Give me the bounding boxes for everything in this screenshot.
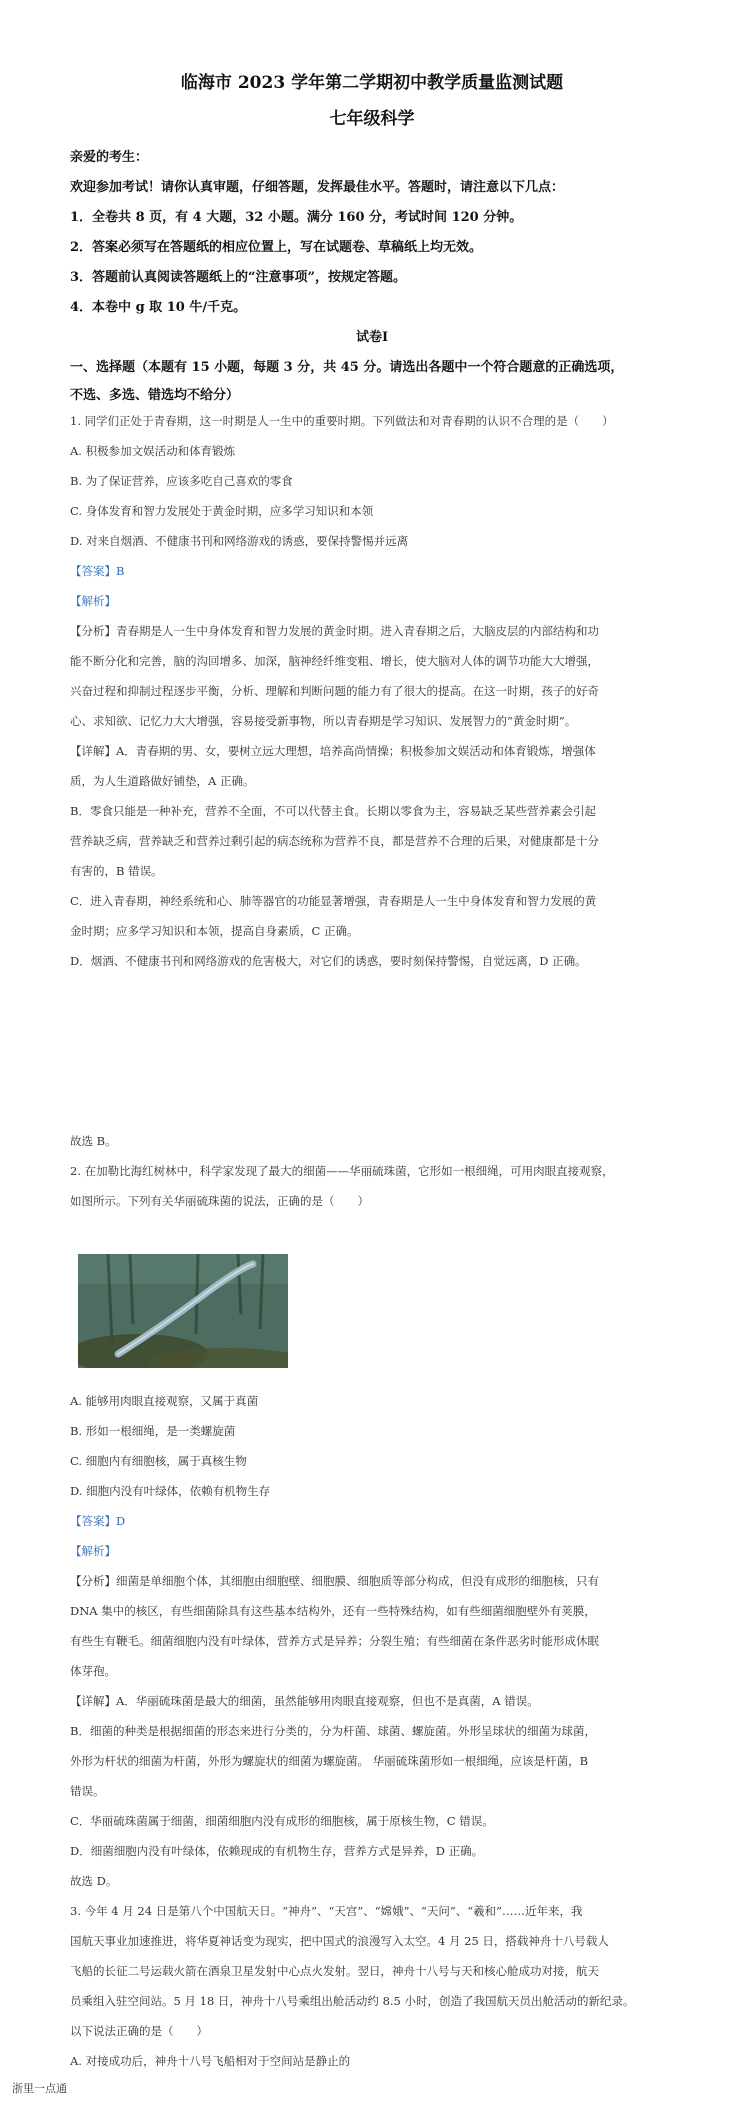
footer-source: 浙里一点通 [12, 2082, 67, 2095]
q1-option-d: D. 对来自烟酒、不健康书刊和网络游戏的诱惑，要保持警惕并远离 [70, 534, 409, 548]
q3-stem-line: 员乘组入驻空间站。5 月 18 日，神舟十八号乘组出舱活动约 8.5 小时，创造了我国航天员出舱活动的新纪录。 [70, 1994, 635, 2008]
q1-stem: 1. 同学们正处于青春期，这一时期是人一生中的重要时期。下列做法和对青春期的认识不合理的是（ ） [70, 414, 614, 428]
q2-analysis-line: DNA 集中的核区，有些细菌除具有这些基本结构外，还有一些特殊结构，如有些细菌细胞壁外有荚膜， [70, 1604, 596, 1618]
notice-item: 1．全卷共 8 页，有 4 大题，32 小题。满分 160 分，考试时间 120 分钟。 [70, 210, 523, 225]
q3-option-a: A. 对接成功后，神舟十八号飞船相对于空间站是静止的 [70, 2054, 351, 2068]
q2-answer: 【答案】D [70, 1514, 126, 1528]
notice-intro: 欢迎参加考试！请你认真审题，仔细答题，发挥最佳水平。答题时，请注意以下几点： [70, 180, 565, 195]
notice-item: 4．本卷中 g 取 10 牛/千克。 [70, 300, 247, 315]
q2-option-a: A. 能够用肉眼直接观察，又属于真菌 [70, 1394, 259, 1408]
q3-stem-line: 以下说法正确的是（ ） [70, 2024, 208, 2038]
q1-analysis-line: 兴奋过程和抑制过程逐步平衡，分析、理解和判断问题的能力有了很大的提高。在这一时期，孩子的好奇 [70, 684, 599, 698]
q1-option-a: A. 积极参加文娱活动和体育锻炼 [70, 444, 236, 458]
q1-analysis-line: 营养缺乏病，营养缺乏和营养过剩引起的病态统称为营养不良，都是营养不合理的后果，对健康都是十分 [70, 834, 599, 848]
notice-item: 3．答题前认真阅读答题纸上的“注意事项”，按规定答题。 [70, 270, 407, 285]
q3-stem-line: 国航天事业加速推进，将华夏神话变为现实，把中国式的浪漫写入太空。4 月 25 日，搭载神舟十八号载人 [70, 1934, 609, 1948]
exam-subtitle: 七年级科学 [329, 109, 415, 129]
q1-analysis-line: 有害的，B 错误。 [70, 864, 163, 878]
q2-analysis-line: 有些生有鞭毛。细菌细胞内没有叶绿体，营养方式是异养；分裂生殖；有些细菌在条件恶劣时能形成休眠 [70, 1634, 599, 1648]
q3-stem-line: 飞船的长征二号运载火箭在酒泉卫星发射中心点火发射。翌日，神舟十八号与天和核心舱成功对接，航天 [70, 1964, 599, 1978]
q2-stem: 2. 在加勒比海红树林中，科学家发现了最大的细菌——华丽硫珠菌，它形如一根细绳，可用肉眼直接观察， [70, 1164, 614, 1178]
q1-analysis-line: 金时期；应多学习知识和本领，提高自身素质，C 正确。 [70, 924, 359, 938]
q2-analysis-line: B．细菌的种类是根据细菌的形态来进行分类的，分为杆菌、球菌、螺旋菌。外形呈球状的细菌为球菌， [70, 1724, 596, 1738]
q2-analysis-label: 【解析】 [70, 1544, 116, 1558]
exam-title: 临海市 2023 学年第二学期初中教学质量监测试题 [180, 73, 564, 93]
q1-analysis-line: C．进入青春期，神经系统和心、肺等器官的功能显著增强，青春期是人一生中身体发育和智力发展的黄 [70, 894, 597, 908]
notice-greeting: 亲爱的考生： [70, 150, 149, 165]
q2-option-c: C. 细胞内有细胞核，属于真核生物 [70, 1454, 247, 1468]
q1-option-c: C. 身体发育和智力发展处于黄金时期，应多学习知识和本领 [70, 504, 374, 518]
q1-analysis-line: D．烟酒、不健康书刊和网络游戏的危害极大，对它们的诱惑，要时刻保持警惕，自觉远离，D 正确。 [70, 954, 587, 968]
q2-analysis-line: C．华丽硫珠菌属于细菌，细菌细胞内没有成形的细胞核，属于原核生物，C 错误。 [70, 1814, 494, 1828]
q1-analysis-line: 【分析】青春期是人一生中身体发育和智力发展的黄金时期。进入青春期之后，大脑皮层的内部结构和功 [70, 624, 599, 638]
section-heading-cont: 不选、多选、错选均不给分） [70, 388, 240, 403]
q2-option-b: B. 形如一根细绳，是一类螺旋菌 [70, 1424, 236, 1438]
q1-conclusion: 故选 B。 [70, 1134, 117, 1148]
q2-analysis-line: 错误。 [70, 1784, 105, 1798]
q2-analysis-line: D．细菌细胞内没有叶绿体，依赖现成的有机物生存，营养方式是异养，D 正确。 [70, 1844, 484, 1858]
q1-analysis-line: 质，为人生道路做好铺垫，A 正确。 [70, 774, 255, 788]
q2-conclusion: 故选 D。 [70, 1874, 118, 1888]
q2-analysis-line: 【分析】细菌是单细胞个体，其细胞由细胞壁、细胞膜、细胞质等部分构成，但没有成形的细胞核，只有 [70, 1574, 599, 1588]
section-heading: 一、选择题（本题有 15 小题，每题 3 分，共 45 分。请选出各题中一个符合题意的正确选项， [70, 360, 624, 375]
q1-analysis-line: 【详解】A．青春期的男、女，要树立远大理想，培养高尚情操；积极参加文娱活动和体育锻炼，增强体 [70, 744, 596, 758]
q1-analysis-label: 【解析】 [70, 594, 116, 608]
q2-stem-cont: 如图所示。下列有关华丽硫珠菌的说法，正确的是（ ） [70, 1194, 369, 1208]
q1-answer: 【答案】B [70, 564, 125, 578]
bacterium-photo [78, 1254, 288, 1368]
q1-analysis-line: 能不断分化和完善，脑的沟回增多、加深，脑神经纤维变粗、增长，使大脑对人体的调节功能大大增强， [70, 654, 599, 668]
notice-item: 2．答案必须写在答题纸的相应位置上，写在试题卷、草稿纸上均无效。 [70, 240, 483, 255]
q3-stem-line: 3. 今年 4 月 24 日是第八个中国航天日。“神舟”、“天宫”、“嫦娥”、“天问”、“羲和”……近年来，我 [70, 1904, 583, 1918]
q2-analysis-line: 外形为杆状的细菌为杆菌，外形为螺旋状的细菌为螺旋菌。 华丽硫珠菌形如一根细绳，应该是杆菌，B [70, 1754, 589, 1768]
q2-option-d: D. 细胞内没有叶绿体，依赖有机物生存 [70, 1484, 271, 1498]
q1-option-b: B. 为了保证营养，应该多吃自己喜欢的零食 [70, 474, 293, 488]
q2-analysis-line: 【详解】A．华丽硫珠菌是最大的细菌，虽然能够用肉眼直接观察，但也不是真菌，A 错误。 [70, 1694, 539, 1708]
q2-analysis-line: 体芽孢。 [70, 1664, 116, 1678]
q1-analysis-line: 心、求知欲、记忆力大大增强，容易接受新事物，所以青春期是学习知识、发展智力的“黄金时期”。 [70, 714, 577, 728]
paper-label: 试卷Ⅰ [355, 330, 389, 345]
q1-analysis-line: B．零食只能是一种补充，营养不全面，不可以代替主食。长期以零食为主，容易缺乏某些营养素会引起 [70, 804, 596, 818]
